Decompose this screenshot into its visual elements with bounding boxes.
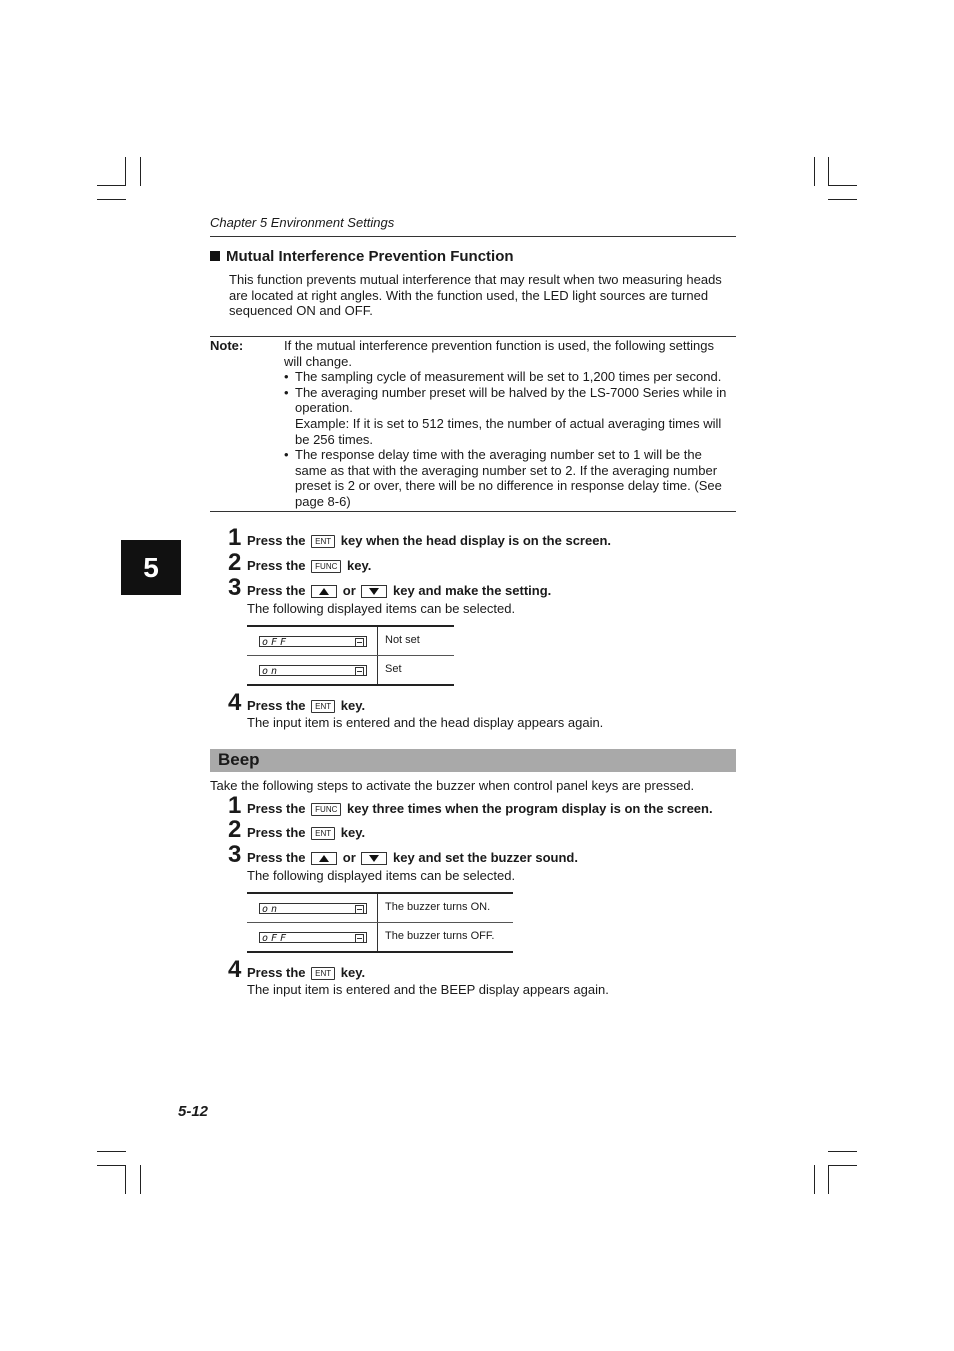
item-label: The buzzer turns ON.: [385, 901, 491, 913]
display-icon: [355, 638, 364, 647]
step-text: [247, 825, 365, 840]
step-text: [247, 558, 371, 573]
step-number: 2: [228, 816, 242, 843]
step-number: 4: [228, 689, 242, 716]
display-items-table: [247, 625, 454, 686]
up-arrow-key-icon: [311, 585, 337, 598]
step-text-pre: Press the: [247, 558, 306, 573]
display-icon: [355, 905, 364, 914]
beep-section-bar: [210, 749, 736, 772]
down-arrow-key-icon: [361, 852, 387, 865]
step-text-pre: Press the: [247, 533, 306, 548]
display-items-table: [247, 892, 513, 953]
square-bullet-icon: [210, 251, 220, 261]
lcd-cell: [247, 923, 378, 951]
note-label: Note:: [210, 338, 244, 353]
step-text: [247, 583, 551, 598]
step-number: 4: [228, 956, 242, 983]
section-intro: [229, 272, 736, 319]
step-text-mid: or: [342, 850, 356, 865]
lcd-text: on: [262, 666, 281, 677]
intro-line: This function prevents mutual interference that may result when two measuring heads: [229, 272, 722, 287]
display-icon: [355, 667, 364, 676]
section-title-text: Mutual Interference Prevention Function: [226, 248, 514, 265]
bullet-line: • The response delay time with the averaging number set to 1 will be the: [295, 447, 702, 463]
step-text-post: key.: [340, 698, 366, 713]
section-title: [210, 248, 514, 265]
step-text-pre: Press the: [247, 801, 306, 816]
func-key-icon: FUNC: [311, 803, 341, 816]
note-line: will change.: [284, 353, 352, 369]
note-bullet-list: [284, 369, 736, 509]
step-text: [247, 698, 365, 713]
beep-title: Beep: [218, 750, 260, 769]
ent-key-icon: ENT: [311, 967, 335, 980]
step-text: [247, 533, 611, 548]
chapter-tab: 5: [121, 540, 181, 595]
lcd-display: [259, 636, 367, 647]
bullet-line: • The sampling cycle of measurement will be set to 1,200 times per second.: [295, 369, 722, 385]
bullet-line: operation.: [295, 400, 353, 416]
step-text: [247, 850, 578, 865]
step-text: [247, 801, 713, 816]
down-arrow-key-icon: [361, 585, 387, 598]
step-text-pre: Press the: [247, 698, 306, 713]
step-subtext: The following displayed items can be selected.: [247, 868, 516, 883]
lcd-text: oFF: [262, 637, 290, 648]
step-text-post: key.: [340, 965, 366, 980]
table-row: [247, 894, 513, 922]
beep-intro: Take the following steps to activate the buzzer when control panel keys are pressed.: [210, 778, 695, 793]
up-arrow-key-icon: [311, 852, 337, 865]
lcd-cell: [247, 627, 378, 655]
note-bullet: [284, 369, 736, 385]
step-text-pre: Press the: [247, 583, 306, 598]
display-icon: [355, 934, 364, 943]
step-text-pre: Press the: [247, 965, 306, 980]
bullet-line: Example: If it is set to 512 times, the number of actual averaging times will: [295, 415, 722, 431]
lcd-display: [259, 665, 367, 676]
item-label: Set: [385, 663, 402, 675]
step-subtext: The input item is entered and the head display appears again.: [247, 715, 604, 730]
chapter-header: Chapter 5 Environment Settings: [210, 215, 395, 230]
func-key-icon: FUNC: [311, 560, 341, 573]
note-body: [284, 338, 736, 510]
table-row: [247, 655, 454, 684]
bullet-line: same as that with the averaging number set to 2. If the averaging number: [295, 462, 718, 478]
intro-line: are located at right angles. With the function used, the LED light sources are turned: [229, 287, 709, 303]
step-text-mid: or: [342, 583, 356, 598]
step-text-pre: Press the: [247, 825, 306, 840]
intro-line: sequenced ON and OFF.: [229, 303, 373, 319]
lcd-display: [259, 903, 367, 914]
step-text-post: key.: [340, 825, 366, 840]
step-subtext: The input item is entered and the BEEP display appears again.: [247, 982, 609, 997]
step-text-post: key and make the setting.: [393, 583, 552, 598]
lcd-text: oFF: [262, 933, 290, 944]
step-number: 3: [228, 841, 242, 868]
item-label: Not set: [385, 634, 420, 646]
bullet-line: • The averaging number preset will be halved by the LS-7000 Series while in: [295, 384, 727, 400]
step-number: 3: [228, 574, 242, 601]
item-label: The buzzer turns OFF.: [385, 930, 495, 942]
step-number: 2: [228, 549, 242, 576]
bullet-line: page 8-6): [295, 493, 351, 509]
note-bullet: [284, 447, 736, 509]
lcd-cell: [247, 656, 378, 684]
lcd-text: on: [262, 904, 281, 915]
step-subtext: The following displayed items can be selected.: [247, 601, 516, 616]
lcd-display: [259, 932, 367, 943]
step-text-post: key when the head display is on the screen.: [340, 533, 611, 548]
table-row: [247, 627, 454, 655]
header-rule: [210, 236, 736, 237]
note-top-rule: [210, 336, 736, 337]
note-bottom-rule: [210, 511, 736, 512]
step-number: 1: [228, 792, 242, 819]
bullet-line: preset is 2 or over, there will be no difference in response delay time. (See: [295, 478, 722, 494]
note-bullet: [284, 385, 736, 447]
step-text-post: key and set the buzzer sound.: [393, 850, 578, 865]
page-number: 5-12: [178, 1103, 209, 1120]
ent-key-icon: ENT: [311, 700, 335, 713]
step-number: 1: [228, 524, 242, 551]
ent-key-icon: ENT: [311, 827, 335, 840]
step-text-post: key.: [347, 558, 372, 573]
lcd-cell: [247, 894, 378, 922]
note-line: If the mutual interference prevention function is used, the following settings: [284, 338, 714, 353]
step-text-pre: Press the: [247, 850, 306, 865]
step-text-post: key three times when the program display is on the screen.: [347, 801, 713, 816]
bullet-line: be 256 times.: [295, 431, 374, 447]
table-row: [247, 922, 513, 951]
step-text: [247, 965, 365, 980]
ent-key-icon: ENT: [311, 535, 335, 548]
